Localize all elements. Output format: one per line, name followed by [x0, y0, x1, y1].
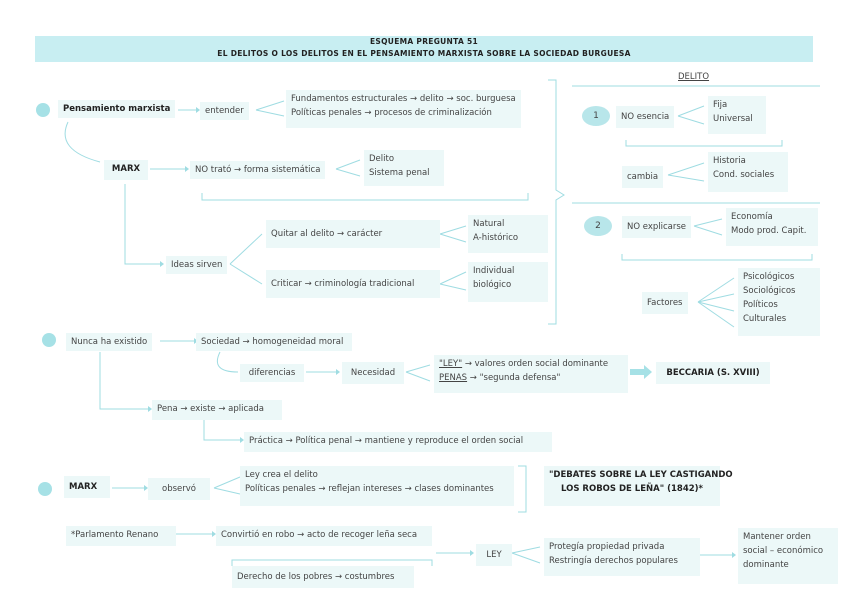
sociologicos-text: Sociológicos: [743, 286, 796, 296]
factores-list-node: [738, 268, 820, 336]
ley-word: "LEY": [439, 359, 463, 369]
section3-bullet: [38, 482, 52, 496]
nunca-node: Nunca ha existido: [66, 333, 152, 351]
protegia-node: [544, 538, 700, 576]
fundamentos-node: [286, 90, 521, 128]
header-title: ESQUEMA PREGUNTA 51: [370, 37, 478, 46]
fundamentos-line1: Fundamentos estructurales → delito → soc. burguesa: [291, 94, 516, 104]
fundamentos-line2: Políticas penales → procesos de criminalización: [291, 108, 492, 118]
delito-sistema-node: [364, 150, 444, 186]
fija-text: Fija: [713, 100, 728, 110]
entender-node: entender: [200, 102, 249, 120]
right-arrow-icon: [630, 364, 654, 380]
quitar-node: Quitar al delito → carácter: [266, 220, 440, 248]
observo-node: observó: [148, 478, 210, 500]
delito-text: Delito: [369, 154, 395, 164]
section2-bullet: [42, 333, 56, 347]
mantener-line2: social – económico: [743, 546, 824, 556]
culturales-text: Culturales: [743, 314, 787, 324]
mantener-node: [738, 528, 838, 584]
modo-prod-text: Modo prod. Capit.: [731, 226, 807, 236]
individual-text: Individual: [473, 266, 515, 276]
beccaria-node: BECCARIA (S. XVIII): [656, 362, 770, 384]
pensamiento-marxista-node: Pensamiento marxista: [58, 100, 175, 118]
penas-rest: → "segunda defensa": [467, 373, 561, 383]
derecho-pobres-node: Derecho de los pobres → costumbres: [232, 566, 414, 588]
convirtio-node: Convirtió en robo → acto de recoger leña seca: [216, 526, 432, 546]
universal-text: Universal: [713, 114, 753, 124]
header-subtitle: EL DELITOS O LOS DELITOS EN EL PENSAMIENTO MARXISTA SOBRE LA SOCIEDAD BURGUESA: [217, 49, 631, 58]
delito-title: DELITO: [678, 72, 710, 82]
practica-node: Práctica → Política penal → mantiene y reproduce el orden social: [244, 432, 552, 452]
restringia-text: Restringía derechos populares: [549, 556, 678, 566]
sistema-penal-text: Sistema penal: [369, 168, 430, 178]
header-banner: [35, 36, 813, 62]
economia-text: Economía: [731, 212, 773, 222]
debates-node: [544, 466, 733, 506]
ahistorico-text: A-histórico: [473, 233, 519, 243]
politicas-penales-text: Políticas penales → reflejan intereses → clases dominantes: [245, 484, 494, 494]
noexplicarse-node: NO explicarse: [622, 216, 691, 238]
noesencia-node: NO esencia: [616, 106, 674, 128]
cambia-node: cambia: [622, 166, 663, 188]
mantener-line1: Mantener orden: [743, 532, 811, 542]
number-2: 2: [584, 216, 612, 236]
politicos-text: Políticos: [743, 300, 778, 310]
necesidad-node: Necesidad: [342, 362, 404, 384]
natural-node: [468, 215, 548, 253]
mantener-line3: dominante: [743, 560, 789, 570]
cond-sociales-text: Cond. sociales: [713, 170, 775, 180]
notrato-node: NO trató → forma sistemática: [190, 161, 325, 179]
marx-node-1: MARX: [104, 160, 148, 180]
natural-text: Natural: [473, 219, 505, 229]
sociedad-node: Sociedad → homogeneidad moral: [196, 333, 352, 351]
penas-word: PENAS: [439, 373, 468, 383]
historia-text: Historia: [713, 156, 746, 166]
biologico-text: biológico: [473, 280, 512, 290]
ley-node: LEY: [476, 544, 512, 566]
debates-line2: LOS ROBOS DE LEÑA" (1842)*: [561, 484, 703, 494]
parlamento-node: *Parlamento Renano: [66, 526, 176, 546]
section1-bullet: [36, 103, 50, 117]
penas-line: [439, 371, 623, 385]
marx-node-2: MARX: [64, 476, 110, 498]
ley-rest: → valores orden social dominante: [462, 359, 609, 369]
ley-penas-node: [434, 355, 628, 393]
psicologicos-text: Psicológicos: [743, 272, 795, 282]
ley-line: [439, 357, 623, 371]
diferencias-node: diferencias: [240, 364, 304, 382]
ley-crea-text: Ley crea el delito: [245, 470, 318, 480]
individual-node: [468, 262, 548, 302]
debates-line1: "DEBATES SOBRE LA LEY CASTIGANDO: [549, 470, 733, 480]
criticar-node: Criticar → criminología tradicional: [266, 270, 440, 298]
ley-crea-node: [240, 466, 514, 506]
factores-node: Factores: [642, 292, 688, 314]
number-1: 1: [582, 106, 610, 126]
historia-node: [708, 152, 788, 192]
ideas-sirven-node: Ideas sirven: [166, 256, 227, 274]
fija-universal-node: [708, 96, 766, 134]
economia-node: [726, 208, 818, 246]
protegia-text: Protegía propiedad privada: [549, 542, 665, 552]
pena-node: Pena → existe → aplicada: [152, 400, 282, 420]
